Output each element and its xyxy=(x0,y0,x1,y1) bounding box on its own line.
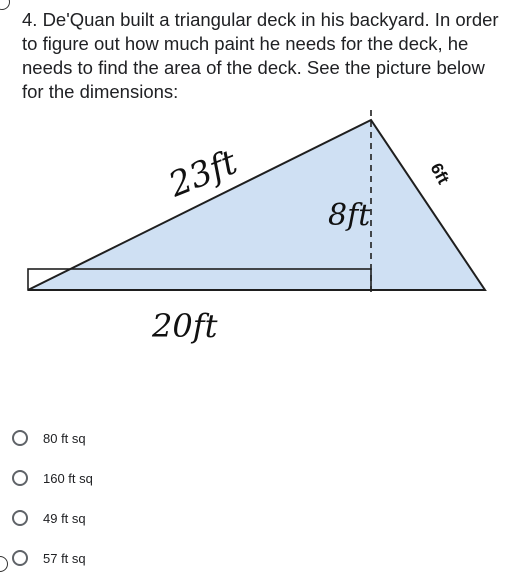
option-57-ft-sq[interactable] xyxy=(0,540,300,580)
radio-circle-icon[interactable] xyxy=(12,550,28,566)
corner-decoration xyxy=(0,0,10,10)
option-80-ft-sq[interactable] xyxy=(0,420,300,460)
option-160-ft-sq[interactable] xyxy=(0,460,300,500)
side-label: 6ft xyxy=(426,159,454,188)
radio-circle-icon[interactable] xyxy=(12,430,28,446)
triangle-diagram xyxy=(0,105,524,355)
hypotenuse-label: 23ft xyxy=(163,142,243,206)
radio-circle-icon[interactable] xyxy=(12,470,28,486)
option-49-ft-sq[interactable] xyxy=(0,500,300,540)
option-label: 160 ft sq xyxy=(43,471,93,486)
question-text: 4. De'Quan built a triangular deck in his backyard. In order to figure out how much paint he needs for the deck, he needs to find the area of the deck. See the picture below for the dimensions: xyxy=(22,9,499,102)
option-label: 49 ft sq xyxy=(43,511,86,526)
triangle-shape xyxy=(28,120,485,290)
radio-circle-icon[interactable] xyxy=(12,510,28,526)
height-label: 8ft xyxy=(328,198,371,233)
option-label: 80 ft sq xyxy=(43,431,86,446)
option-label: 57 ft sq xyxy=(43,551,86,566)
base-label: 20ft xyxy=(152,307,218,345)
